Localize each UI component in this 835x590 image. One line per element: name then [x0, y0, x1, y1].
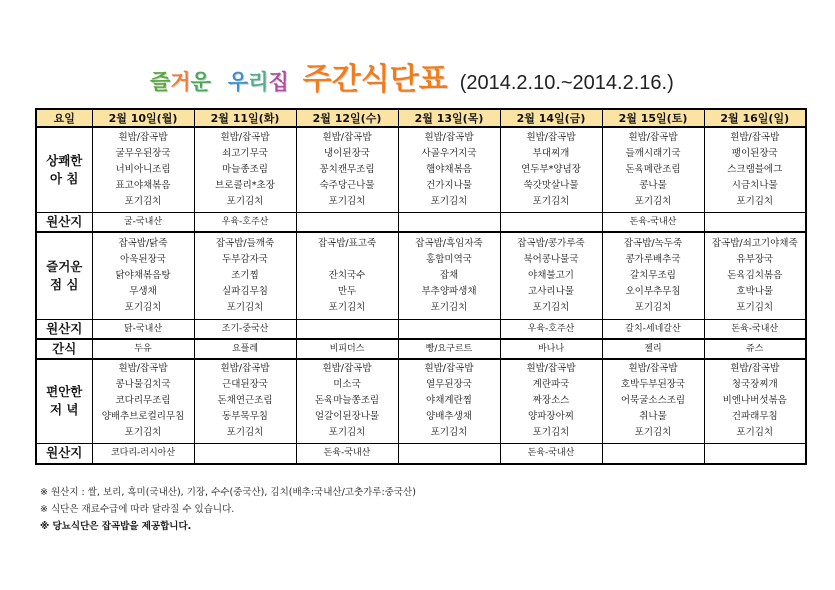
breakfast-origin-row: [36, 212, 806, 232]
menu-item: 냉이된장국: [324, 147, 370, 159]
row-label: [36, 320, 92, 340]
menu-item: 마늘종조림: [222, 163, 268, 175]
day-header: 2월 13일(목): [398, 109, 500, 127]
menu-item: 돈채연근조림: [217, 395, 273, 407]
menu-item: 쑥갓맛살나물: [523, 179, 579, 191]
menu-item: 표고야채볶음: [115, 179, 171, 191]
menu-item: 잡곡밥/닭죽: [118, 237, 168, 249]
origin-cell: [704, 443, 806, 464]
origin-cell: [92, 212, 194, 232]
menu-cell: [92, 359, 194, 443]
origin-cell: [296, 320, 398, 340]
menu-item: 미소국: [333, 379, 361, 391]
menu-item: 브로콜리*초장: [215, 179, 275, 191]
row-label-line: 간식: [52, 341, 77, 356]
menu-item: 동부묵무침: [222, 411, 268, 423]
origin-text: 갈치-세네갈산: [625, 324, 681, 334]
footnotes: [40, 484, 416, 535]
menu-item: 계란파국: [532, 379, 570, 391]
menu-item: 고사리나물: [528, 285, 574, 297]
origin-cell: [500, 443, 602, 464]
origin-cell: [500, 320, 602, 340]
row-label: [36, 443, 92, 464]
menu-item: 숙주당근나물: [319, 179, 375, 191]
snack-cell: [398, 339, 500, 359]
menu-item: 흰밥/잡곡밥: [730, 131, 780, 143]
origin-cell: [92, 443, 194, 464]
menu-cell: [398, 359, 500, 443]
title-char: 집: [268, 70, 289, 94]
menu-item: 포기김치: [124, 301, 162, 313]
day-header: 2월 12일(수): [296, 109, 398, 127]
menu-cell: [194, 127, 296, 212]
menu-cell: [704, 232, 806, 320]
menu-item: 비엔나버섯볶음: [722, 395, 787, 407]
menu-item: 야채불고기: [528, 269, 574, 281]
origin-text: 돈육-국내산: [527, 448, 575, 459]
snack-cell: [500, 339, 602, 359]
menu-item: 흰밥/잡곡밥: [526, 363, 576, 375]
menu-cell: [194, 359, 296, 443]
menu-item: 야채계란찜: [426, 395, 472, 407]
menu-item: 흰밥/잡곡밥: [424, 363, 474, 375]
menu-cell: [194, 232, 296, 320]
menu-item: 닭야채볶음탕: [115, 269, 171, 281]
origin-cell: [398, 212, 500, 232]
menu-item: 잡곡밥/들깨죽: [215, 237, 275, 249]
menu-item: 취나물: [639, 411, 667, 423]
origin-cell: [398, 320, 500, 340]
menu-item: 콩나물: [639, 179, 667, 191]
origin-text: 돈육-국내산: [323, 448, 371, 459]
menu-item: 꽁치캔무조림: [319, 163, 375, 175]
menu-item: 흰밥/잡곡밥: [220, 131, 270, 143]
menu-item: 유부장국: [736, 253, 774, 265]
row-label-line: 상쾌한: [46, 152, 83, 168]
menu-item: 무생채: [129, 285, 157, 297]
menu-item: 굴무우된장국: [115, 147, 171, 159]
snack-text: 바나나: [537, 344, 565, 354]
row-label: [36, 359, 92, 443]
menu-item: 두부감자국: [222, 253, 268, 265]
menu-table: [35, 108, 807, 465]
menu-cell: [500, 127, 602, 212]
snack-cell: [602, 339, 704, 359]
menu-item: 얼갈이된장나물: [314, 411, 380, 423]
day-header: 2월 15일(토): [602, 109, 704, 127]
snack-cell: [296, 339, 398, 359]
menu-item: 부추양파생채: [421, 285, 477, 297]
snack-cell: [92, 339, 194, 359]
menu-item: 열무된장국: [426, 379, 472, 391]
lunch-row: [36, 232, 806, 320]
day-header: 2월 10일(월): [92, 109, 194, 127]
origin-text: 우육-호주산: [527, 324, 575, 334]
menu-item: 돈육마늘쫑조림: [314, 395, 380, 407]
menu-item: 잡곡밥/쇠고기야채죽: [711, 237, 798, 249]
origin-cell: [296, 443, 398, 464]
table-header: [36, 109, 806, 127]
menu-item: 오이부추무침: [625, 285, 681, 297]
menu-item: 포기김치: [736, 301, 774, 313]
menu-item: 호박나물: [736, 285, 774, 297]
menu-item: 코다리무조림: [115, 395, 171, 407]
menu-cell: [92, 127, 194, 212]
title-cheerful: [150, 66, 211, 96]
menu-item: 포기김치: [328, 427, 366, 439]
menu-cell: [296, 127, 398, 212]
snack-text: 빵/요구르트: [425, 344, 473, 354]
menu-item: 건가지나물: [426, 179, 472, 191]
menu-cell: [398, 232, 500, 320]
menu-item: 포기김치: [634, 427, 672, 439]
menu-item: 흰밥/잡곡밥: [628, 363, 678, 375]
menu-item: 흰밥/잡곡밥: [628, 131, 678, 143]
menu-item: 흰밥/잡곡밥: [322, 363, 372, 375]
row-label-line: 편안한: [46, 384, 83, 400]
menu-cell: [602, 127, 704, 212]
menu-item: 연두부*양념장: [521, 163, 581, 175]
origin-cell: [194, 443, 296, 464]
menu-cell: [704, 359, 806, 443]
origin-cell: [92, 320, 194, 340]
breakfast-row: [36, 127, 806, 212]
snack-text: 요플레: [231, 344, 259, 354]
origin-cell: [704, 320, 806, 340]
menu-item: 포기김치: [430, 195, 468, 207]
origin-text: 돈육-국내산: [629, 216, 677, 227]
title-char: 거: [170, 70, 191, 94]
row-label-line: 원산지: [46, 445, 83, 461]
menu-item: 포기김치: [532, 427, 570, 439]
menu-item: 잡곡밥/녹두죽: [623, 237, 683, 249]
origin-cell: [602, 443, 704, 464]
menu-item: 양배추브로컬리무침: [101, 411, 185, 423]
title-char: 운: [190, 70, 211, 94]
origin-text: 조기-중국산: [221, 324, 269, 334]
snack-text: 쥬스: [746, 344, 764, 354]
menu-cell: [296, 232, 398, 320]
row-label-line: 저 녁: [49, 402, 79, 418]
menu-item: 아욱된장국: [120, 253, 166, 265]
title-our-home: [228, 66, 289, 96]
menu-item: 흰밥/잡곡밥: [118, 363, 168, 375]
menu-item: 포기김치: [736, 427, 774, 439]
row-label-line: 점 심: [49, 276, 79, 292]
snack-text: 비피더스: [329, 344, 365, 354]
menu-item: 잡채: [439, 269, 459, 281]
menu-item: 너비아니조림: [115, 163, 171, 175]
row-label-line: 원산지: [46, 321, 83, 336]
footnote-origin: ※ 원산지 : 쌀, 보리, 흑미(국내산), 기장, 수수(중국산), 김치(배추:국내산/고춧가루:중국산): [40, 487, 416, 498]
dinner-origin-row: [36, 443, 806, 464]
menu-cell: [398, 127, 500, 212]
menu-item: 홍합미역국: [426, 253, 472, 265]
menu-item: 포기김치: [124, 427, 162, 439]
title-period: (2014.2.10.~2014.2.16.): [459, 72, 674, 94]
menu-item: 흰밥/잡곡밥: [322, 131, 372, 143]
menu-item: 포기김치: [328, 301, 366, 313]
menu-item: 잔치국수: [328, 269, 366, 281]
row-label: [36, 127, 92, 212]
origin-cell: [296, 212, 398, 232]
dinner-row: [36, 359, 806, 443]
day-header: 2월 14일(금): [500, 109, 602, 127]
menu-item: 실파김무침: [222, 285, 268, 297]
menu-item: 청국장찌개: [731, 379, 778, 391]
menu-item: 어묵굴소스조림: [620, 395, 686, 407]
menu-item: 갈치무조림: [630, 269, 676, 281]
menu-item: 흰밥/잡곡밥: [526, 131, 576, 143]
menu-item: 포기김치: [634, 301, 672, 313]
menu-item: 북어콩나물국: [523, 253, 579, 265]
footnote-diabetes: ※ 당뇨식단은 잡곡밥을 제공합니다.: [40, 521, 192, 532]
title-char: 리: [248, 70, 269, 94]
row-label: [36, 232, 92, 320]
menu-item: 양배추생채: [426, 411, 472, 423]
menu-item: 흰밥/잡곡밥: [424, 131, 474, 143]
menu-cell: [602, 232, 704, 320]
snack-cell: [704, 339, 806, 359]
menu-item: 흰밥/잡곡밥: [730, 363, 780, 375]
footnote-change: ※ 식단은 재료수급에 따라 달라질 수 있습니다.: [40, 504, 235, 515]
snack-cell: [194, 339, 296, 359]
menu-item: 돈육메란조림: [625, 163, 681, 175]
menu-item: 짜장소스: [532, 395, 570, 407]
menu-cell: [296, 359, 398, 443]
title-main: 주간식단표: [302, 62, 448, 97]
menu-item: 잡곡밥/표고죽: [317, 237, 377, 249]
row-label-line: 아 침: [49, 170, 79, 186]
snack-text: 두유: [134, 344, 152, 354]
menu-item: 조기찜: [231, 269, 259, 281]
menu-item: 팽이된장국: [731, 147, 778, 159]
corner-cell: 요일: [36, 109, 92, 127]
origin-cell: [194, 320, 296, 340]
day-header: 2월 16일(일): [704, 109, 806, 127]
origin-text: 돈육-국내산: [731, 324, 779, 334]
origin-text: 굴-국내산: [123, 216, 163, 227]
menu-item: 잡곡밥/흑임자죽: [415, 237, 483, 249]
menu-item: 포기김치: [328, 195, 366, 207]
row-label-line: 즐거운: [46, 258, 83, 274]
menu-cell: [500, 359, 602, 443]
menu-item: 호박두부된장국: [620, 379, 686, 391]
origin-cell: [602, 212, 704, 232]
menu-item: 포기김치: [226, 427, 264, 439]
title-char: 우: [227, 70, 249, 94]
menu-item: 콩나물김치국: [115, 379, 171, 391]
snack-text: 젤리: [644, 344, 662, 354]
origin-text: 코다리-러시아산: [110, 448, 176, 459]
origin-cell: [704, 212, 806, 232]
menu-item: 포기김치: [634, 195, 672, 207]
menu-item: 쇠고기무국: [222, 147, 268, 159]
origin-cell: [194, 212, 296, 232]
menu-item: 건파래무침: [731, 411, 778, 423]
menu-item: 잡곡밥/콩가루죽: [517, 237, 585, 249]
menu-item: 만두: [337, 285, 357, 297]
origin-cell: [602, 320, 704, 340]
menu-item: 포기김치: [532, 195, 570, 207]
snack-row: [36, 339, 806, 359]
row-label: [36, 212, 92, 232]
table-body: [36, 127, 806, 464]
menu-item: 들깨시래기국: [625, 147, 681, 159]
menu-item: 포기김치: [430, 427, 468, 439]
menu-item: 포기김치: [226, 195, 264, 207]
menu-item: 근대된장국: [222, 379, 268, 391]
menu-item: 포기김치: [532, 301, 570, 313]
menu-item: 콩가루배추국: [625, 253, 681, 265]
menu-cell: [92, 232, 194, 320]
menu-item: 스크램블에그: [727, 163, 783, 175]
header-row: [36, 109, 806, 127]
menu-item: 포기김치: [736, 195, 774, 207]
row-label-line: 원산지: [46, 213, 83, 229]
menu-item: 돈육김치볶음: [727, 269, 783, 281]
title-char: 즐: [150, 70, 171, 94]
menu-item: 양파장아찌: [528, 411, 574, 423]
menu-item: 흰밥/잡곡밥: [118, 131, 168, 143]
origin-cell: [398, 443, 500, 464]
day-header: 2월 11일(화): [194, 109, 296, 127]
menu-cell: [704, 127, 806, 212]
menu-item: [297, 252, 398, 268]
menu-item: 사골우거지국: [421, 147, 477, 159]
origin-cell: [500, 212, 602, 232]
origin-text: 우육-호주산: [221, 216, 269, 227]
menu-cell: [500, 232, 602, 320]
origin-text: 닭-국내산: [123, 324, 163, 334]
menu-item: 흰밥/잡곡밥: [220, 363, 270, 375]
menu-item: 포기김치: [124, 195, 162, 207]
page-title: [150, 54, 674, 98]
menu-item: 시금치나물: [731, 179, 778, 191]
menu-item: 포기김치: [226, 301, 264, 313]
lunch-origin-row: [36, 320, 806, 340]
menu-cell: [602, 359, 704, 443]
menu-item: 부대찌개: [532, 147, 570, 159]
row-label: [36, 339, 92, 359]
menu-item: 포기김치: [430, 301, 468, 313]
menu-item: 햄야채볶음: [426, 163, 472, 175]
